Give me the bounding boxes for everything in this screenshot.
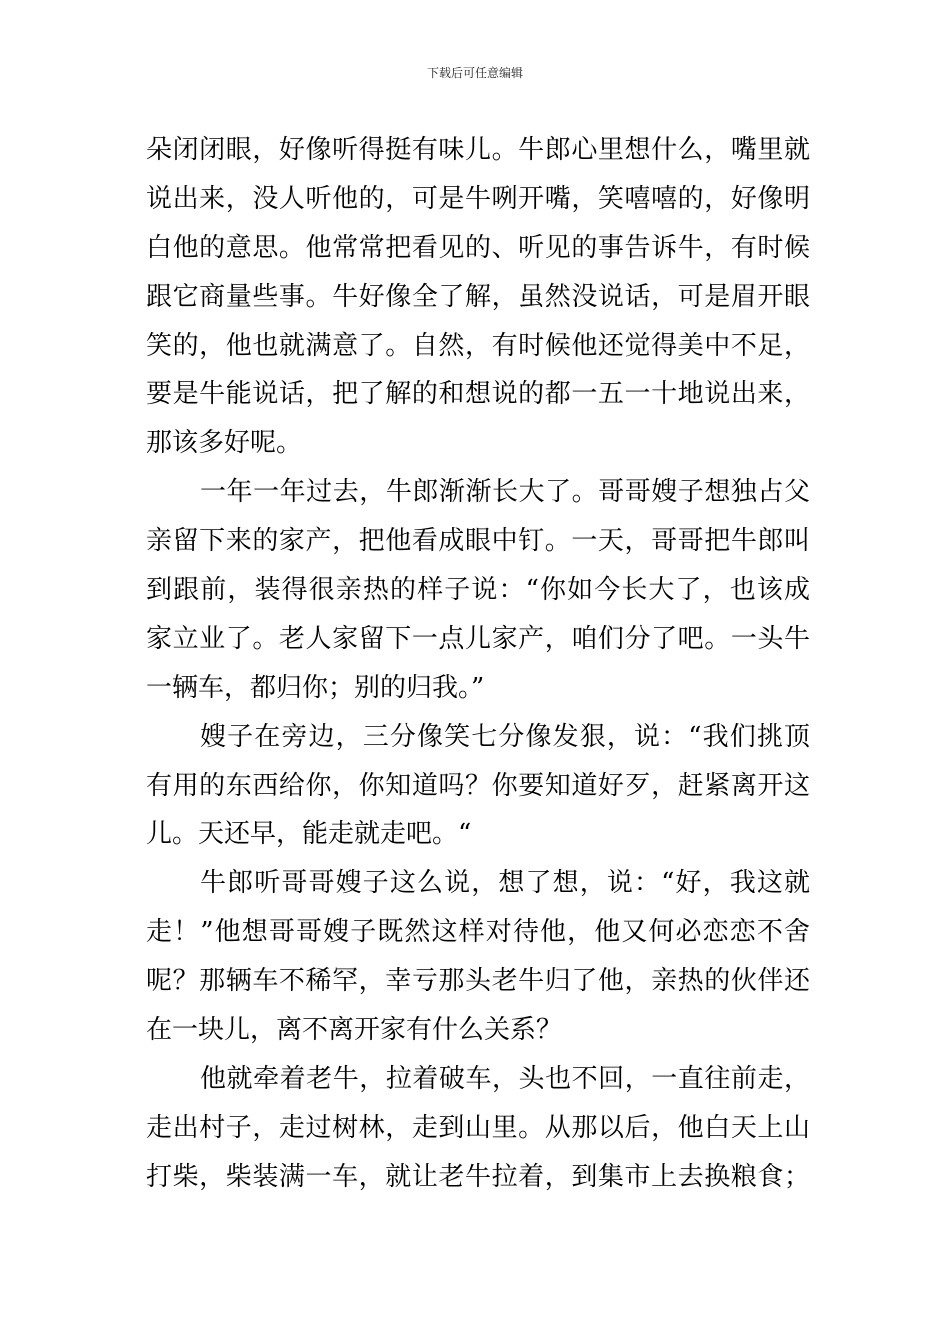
text-line: 亲留下来的家产，把他看成眼中钉。一天，哥哥把牛郎叫 <box>146 526 810 557</box>
paragraph-first-line: 他就牵着老牛，拉着破车，头也不回，一直往前走， <box>200 1063 810 1094</box>
body-text <box>146 126 810 1202</box>
text-line: 到跟前，装得很亲热的样子说：“你如今长大了，也该成 <box>146 575 810 606</box>
text-line: 走出村子，走过树林，走到山里。从那以后，他白天上山 <box>146 1112 810 1143</box>
text-line: 儿。天还早，能走就走吧。“ <box>146 819 472 850</box>
paragraph-first-line: 一年一年过去，牛郎渐渐长大了。哥哥嫂子想独占父 <box>200 477 810 508</box>
paragraph-first-line: 牛郎听哥哥嫂子这么说，想了想，说：“好，我这就 <box>200 868 810 899</box>
text-line: 一辆车，都归你；别的归我。” <box>146 672 485 703</box>
page-header: 下载后可任意编辑 <box>426 66 523 80</box>
text-line: 笑的，他也就满意了。自然，有时候他还觉得美中不足， <box>146 330 810 361</box>
text-line: 家立业了。老人家留下一点儿家产，咱们分了吧。一头牛 <box>146 623 810 654</box>
text-line: 走！”他想哥哥嫂子既然这样对待他，他又何必恋恋不舍 <box>146 917 810 948</box>
text-line: 打柴，柴装满一车，就让老牛拉着，到集市上去换粮食； <box>146 1161 810 1192</box>
text-line: 跟它商量些事。牛好像全了解，虽然没说话，可是眉开眼 <box>146 281 810 312</box>
text-line: 在一块儿，离不离开家有什么关系？ <box>146 1015 563 1046</box>
text-line: 那该多好呢。 <box>146 428 303 459</box>
text-line: 要是牛能说话，把了解的和想说的都一五一十地说出来， <box>146 379 810 410</box>
text-line: 说出来，没人听他的，可是牛咧开嘴，笑嘻嘻的，好像明 <box>146 183 810 214</box>
text-line: 朵闭闭眼，好像听得挺有味儿。牛郎心里想什么，嘴里就 <box>146 135 810 165</box>
text-line: 白他的意思。他常常把看见的、听见的事告诉牛，有时候 <box>146 232 810 263</box>
paragraph-first-line: 嫂子在旁边，三分像笑七分像发狠，说：“我们挑顶 <box>200 721 810 752</box>
text-line: 呢？那辆车不稀罕，幸亏那头老牛归了他，亲热的伙伴还 <box>146 966 810 997</box>
text-line: 有用的东西给你，你知道吗？你要知道好歹，赶紧离开这 <box>146 770 810 801</box>
